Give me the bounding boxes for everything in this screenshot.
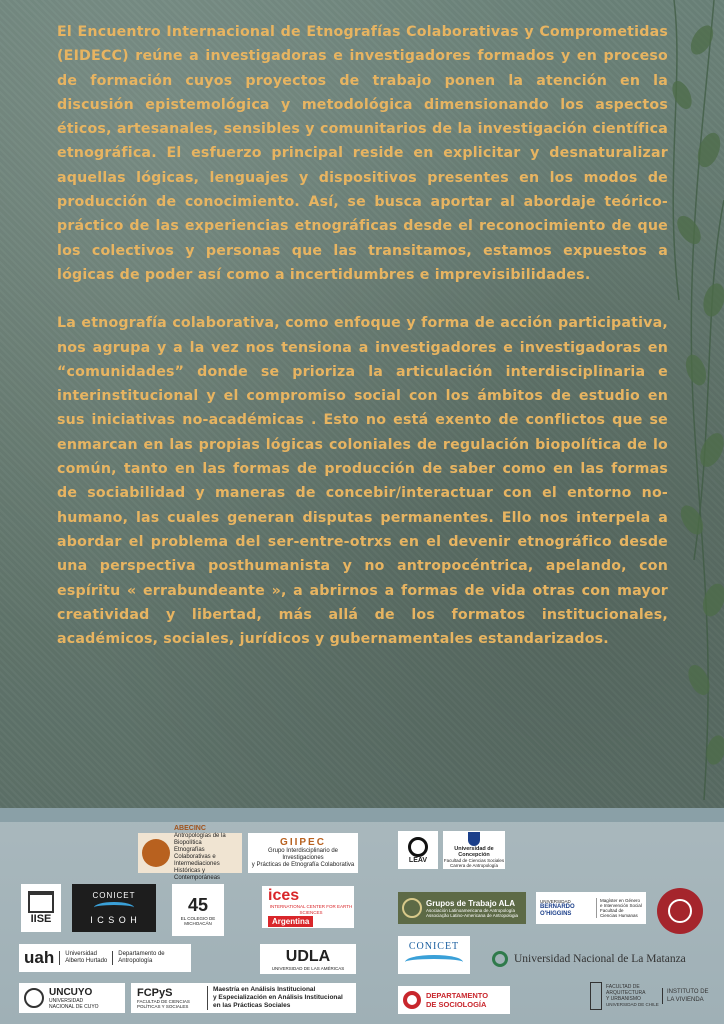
giipec-sub2: y Prácticas de Etnografía Colaborativa [251,862,355,868]
matanza-name: Universidad Nacional de La Matanza [514,953,686,965]
matanza-emblem [492,951,508,967]
logo-ohiggins [536,892,646,924]
logo-michoacan [172,884,224,936]
abecinc-name: ABECINC [174,825,206,832]
building-icon [28,891,54,913]
fau-shield-icon [590,982,602,1010]
logo-abecinc [138,825,242,881]
logo-conicet-icsoh [72,884,156,932]
fcpys-sub1: FACULTAD DE CIENCIAS [137,999,190,1004]
wave-icon [94,902,134,913]
conicet-wave-icon [405,955,463,969]
uah-name: uah [24,948,55,967]
abecinc-line2: Etnografías Colaborativas e [174,847,216,860]
conicet-name: CONICET [408,941,460,952]
logo-matanza [492,948,712,970]
uah-sub1: Universidad [65,951,97,957]
logo-giipec [248,833,358,873]
uah-sub2: Alberto Hurtado [65,958,108,964]
logo-ala [398,892,526,924]
fau-line2: ARQUITECTURA [606,990,646,996]
sociologia-name2: DE SOCIOLOGÍA [426,1000,487,1009]
fcpys-sub2: POLÍTICAS Y SOCIALES [137,1004,189,1009]
ohiggins-right2: e Intervención Social [600,903,642,908]
ala-sub1: Asociación Latinoamericana de Antropología [426,907,516,913]
fcpys-desc3: en las Prácticas Sociales [213,1002,291,1009]
ices-country: Argentina [268,916,313,927]
concepcion-sub2: Carrera de Antropología [449,863,499,868]
paragraph-1: El Encuentro Internacional de Etnografías Colaborativas y Comprometidas (EIDECC) reúne a investigadoras e investigadores formados y en proceso de formación cuyos proyectos de trabajo ponen la atención en la discusión epistemológica y metodológica dimensionando los aspectos éticos, artesanales, sensibles y comunitarios de la investigación científica etnográfica. El esfuerzo principal reside en explicitar y desnaturalizar aquellas lógicas, lenguajes y dispositivos presentes en los modos de producción de conocimiento. Así, se busca aportar al abordaje teórico-práctico de las experiencias etnográficas desde el reconocimiento de que los colectivos y personas que las transitamos, estamos expuestos a lógicas de poder así como a incertidumbres e imprevisibilidades. [57,24,668,283]
ohiggins-pre: UNIVERSIDAD [540,898,571,904]
ohiggins-right1: Magíster en Género [600,898,641,903]
iise-name: IISE [30,913,52,925]
logo-fcpys [131,983,356,1013]
logo-conicet [398,936,470,974]
uncuyo-sub2: NACIONAL DE CUYO [49,1003,99,1010]
fau-inst2: LA VIVIENDA [667,997,704,1003]
abecinc-line1: Antropologías de la Biopolítica [174,833,226,846]
fcpys-name: FCPyS [137,987,173,999]
sociologia-emblem [403,991,421,1009]
logo-concepcion [443,831,505,869]
udla-name: UDLA [285,947,331,965]
camera-icon [408,837,428,857]
ohiggins-name: BERNARDO O'HIGGINS [540,903,575,917]
logo-leav [398,831,438,869]
seal-icon [668,899,692,923]
body-text [57,20,668,675]
abecinc-line4: Contemporáneas [174,875,221,881]
logo-iise [21,884,61,932]
fau-inst1: INSTITUTO DE [667,989,709,995]
logo-ices [262,886,354,928]
ohiggins-right4: Ciencias Humanas [600,913,638,918]
fcpys-desc2: y Especialización en Análisis Institucional [213,994,343,1001]
footer-band [0,808,724,822]
fcpys-desc1: Maestría en Análisis Institucional [213,986,316,993]
uncuyo-name: UNCUYO [49,986,93,998]
logo-uncuyo [19,983,125,1013]
logo-uah [19,944,191,972]
ices-sub: INTERNATIONAL CENTER FOR EARTH SCIENCES [269,903,353,915]
ala-sub2: Associação Latino-Americana de Antropologia [426,912,519,918]
fau-line4: UNIVERSIDAD DE CHILE [606,1002,659,1007]
leav-name: LEAV [408,856,428,864]
udla-sub: UNIVERSIDAD DE LAS AMÉRICAS [271,965,345,971]
ala-name: Grupos de Trabajo ALA [426,898,516,908]
logo-fau [590,976,710,1016]
ices-name: ices [268,886,300,904]
ala-emblem [402,898,422,918]
icsoh-conicet: CONICET [92,891,136,900]
logo-antropologia-seal [657,888,703,934]
concepcion-sub1: Facultad de Ciencias Sociales [443,858,505,863]
michoacan-emblem: 45 [187,894,209,915]
uncuyo-sub1: UNIVERSIDAD [49,997,84,1004]
logo-udla [260,944,356,974]
shield-icon [468,832,480,846]
michoacan-name: EL COLEGIO DE MICHOACÁN [180,915,216,926]
fau-line1: FACULTAD DE [606,984,640,990]
icsoh-name: I C S O H [90,915,138,925]
logo-sociologia [398,986,510,1014]
uah-dept2: Antropología [118,958,153,964]
abecinc-line3: Intermediaciones Históricas y [174,861,220,874]
abecinc-emblem [142,839,170,867]
concepcion-name: Universidad de Concepción [454,846,494,858]
fau-line3: Y URBANISMO [606,996,641,1002]
paragraph-2: La etnografía colaborativa, como enfoque y forma de acción participativa, nos agrupa y a la vez nos tensiona a investigadores e investigadoras en “comunidades” donde se prioriza la articulación interdisciplinaria e interinstitucional y el compromiso social con los ámbitos de estudio en sus iniciativas no-académicas . Esto no está exento de conflictos que se enmarcan en las propias lógicas coloniales de regulación biopolítica de lo común, tanto en las formas de producción de saber como en las formas de sociabilidad y maneras de concebir/interactuar con el entorno no-humano, las cuales generan disputas permanentes. Ello nos interpela a abordar el problema del ser-entre-otrxs en el devenir etnográfico desde una perspectiva posthumanista y no antropocéntrica, apelando, con espíritu « errabundeante », a abrirnos a formas de vida otras con mayor creatividad y libertad, más allá de los formatos institucionales, académicos, sociales, jurídicos y gubernamentales estandarizados. [57,315,668,648]
giipec-sub1: Grupo Interdisciplinario de Investigaciones [267,848,339,861]
sociologia-name1: DEPARTAMENTO [426,991,489,1000]
ohiggins-right3: Facultad de [600,908,624,913]
giipec-name: GIIPEC [280,837,326,848]
uah-dept1: Departamento de [118,951,165,957]
uncuyo-emblem [24,988,44,1008]
